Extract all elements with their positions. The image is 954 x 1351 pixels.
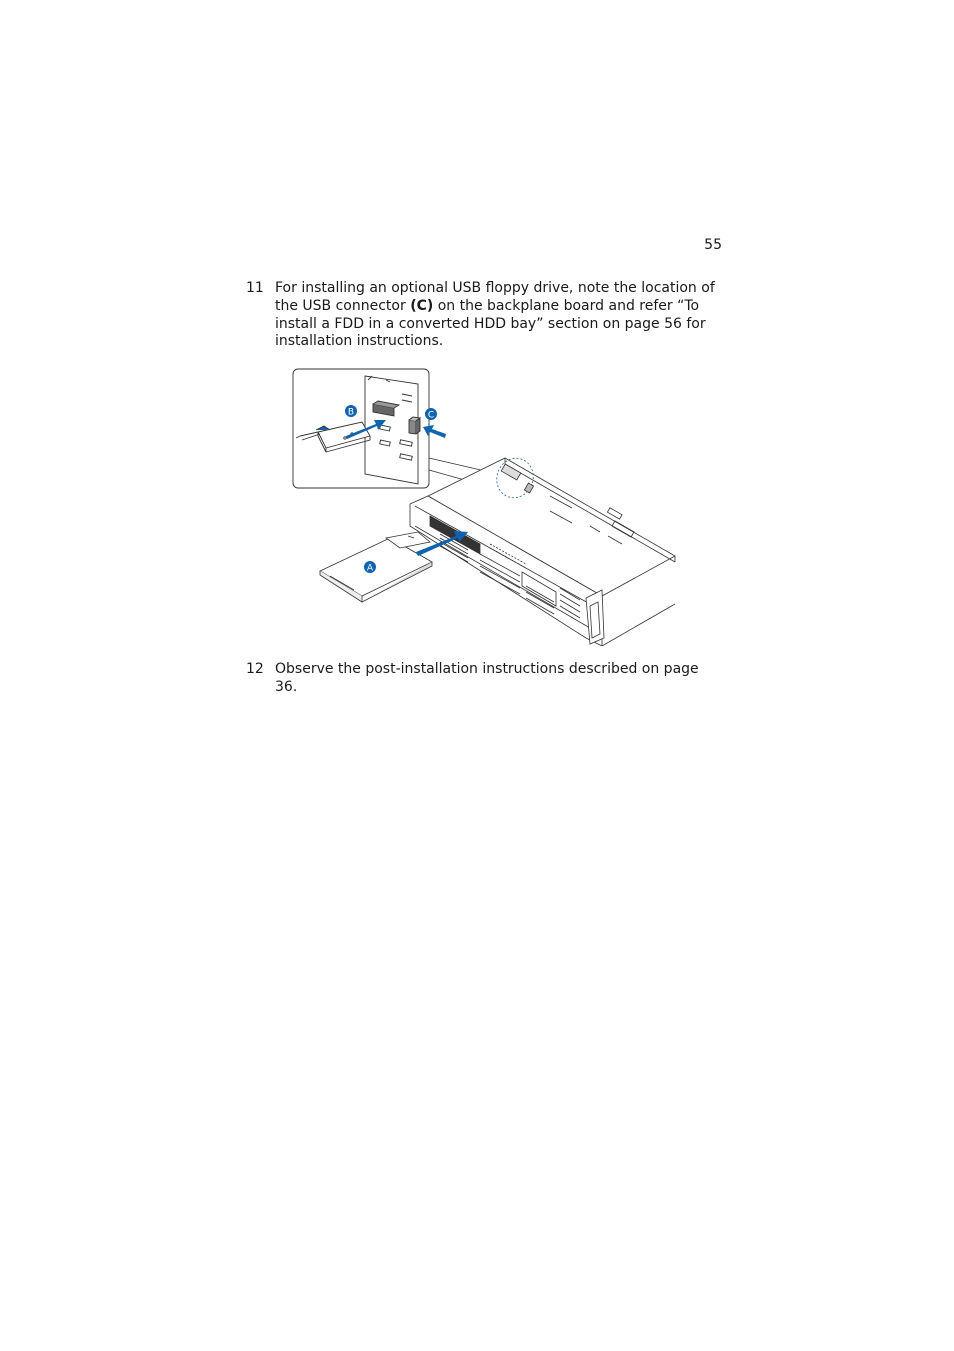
step-number: 11 xyxy=(246,280,264,296)
step-text-part: on the backplane board and refer “To install a FDD in a converted HDD bay” section on page 56 for installation instructions. xyxy=(275,297,706,350)
step-text: Observe the post-installation instructions described on page 36. xyxy=(275,661,699,695)
inset-detail xyxy=(293,369,429,488)
connector-reference: (C) xyxy=(410,297,434,314)
step-11 xyxy=(246,280,716,351)
page-number: 55 xyxy=(704,237,722,253)
callout-a-label: A xyxy=(366,563,374,574)
callout-c-label: C xyxy=(427,410,435,421)
callout-b-label: B xyxy=(347,407,355,418)
step-number: 12 xyxy=(246,661,264,677)
step-12 xyxy=(246,661,716,697)
step-text-part: For installing an optional USB floppy drive, note the location of the USB connector xyxy=(275,280,715,314)
step-text xyxy=(275,280,716,351)
server-chassis xyxy=(410,453,675,646)
installation-figure xyxy=(290,366,682,646)
installation-illustration xyxy=(290,366,682,646)
